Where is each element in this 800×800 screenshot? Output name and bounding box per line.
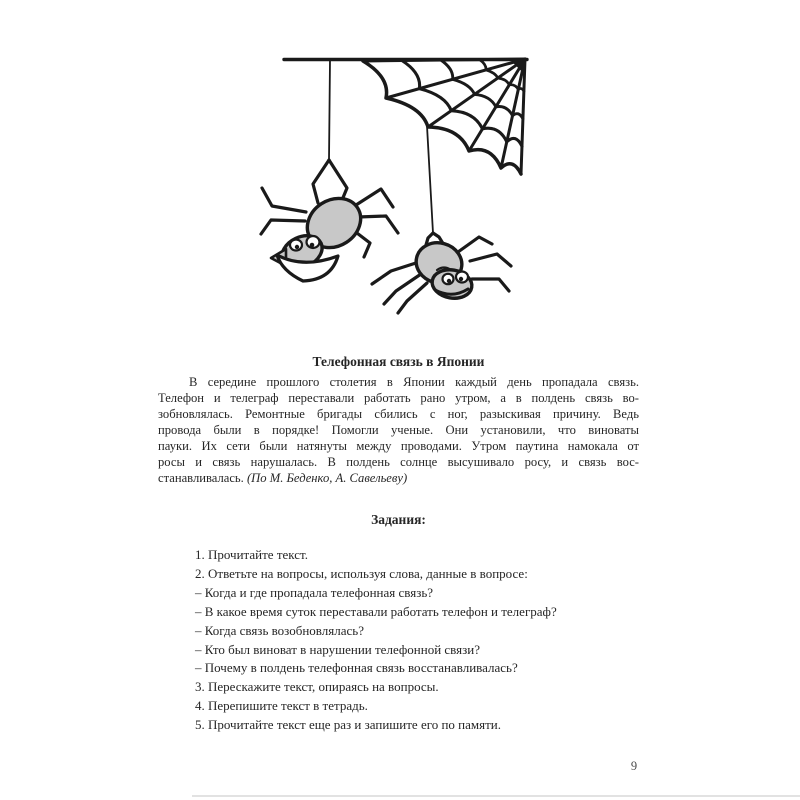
task-item: 2. Ответьте на вопросы, используя слова, данные в вопросе: xyxy=(195,565,528,581)
task-item: 3. Перескажите текст, опираясь на вопросы. xyxy=(195,679,439,695)
story-title: Телефонная связь в Японии xyxy=(312,354,485,369)
spider-web-icon xyxy=(363,59,525,174)
task-item: – Когда связь возобновлялась? xyxy=(195,622,364,638)
task-item: – Кто был виноват в нарушении телефонной связи? xyxy=(195,641,480,657)
left-spider-icon xyxy=(261,160,398,281)
story-line: пауки. Их сети были натянуты между проводами. Утром паутина намокала от xyxy=(158,439,639,453)
story-line xyxy=(158,470,639,486)
story-line: росы и связь нарушалась. В полдень солнце высушивало росу, и связь вос- xyxy=(158,455,639,469)
spiders-illustration xyxy=(0,0,800,340)
story-block xyxy=(158,353,639,486)
story-line: В середине прошлого столетия в Японии каждый день пропадала связь. xyxy=(189,375,639,389)
task-item: 1. Прочитайте текст. xyxy=(195,547,308,562)
task-item: – Когда и где пропадала телефонная связь? xyxy=(195,584,434,600)
right-spider-thread xyxy=(427,126,433,233)
task-item: 5. Прочитайте текст еще раз и запишите его по памяти. xyxy=(195,717,501,733)
tasks-heading: Задания: xyxy=(371,512,426,527)
story-line: зобновлялась. Ремонтные бригады сбились с ног, разыскивая причину. Ведь xyxy=(158,407,639,421)
tasks-list xyxy=(195,546,655,735)
page-scan-edge xyxy=(192,795,800,797)
story-author-credit: (По М. Беденко, А. Савельеву) xyxy=(246,471,408,485)
page-number: 9 xyxy=(630,759,638,773)
story-line: Телефон и телеграф переставали работать рано утром, а в полдень связь во- xyxy=(158,391,639,405)
right-spider-icon xyxy=(372,233,511,313)
story-line: провода были в порядке! Помогли ученые. Они установили, что виноваты xyxy=(158,423,639,437)
story-last-line-text: станавливалась. xyxy=(158,471,247,485)
task-item: – В какое время суток переставали работать телефон и телеграф? xyxy=(195,603,557,619)
left-spider-thread xyxy=(329,60,330,160)
task-item: – Почему в полдень телефонная связь восстанавливалась? xyxy=(195,660,518,676)
task-item: 4. Перепишите текст в тетрадь. xyxy=(195,698,368,714)
